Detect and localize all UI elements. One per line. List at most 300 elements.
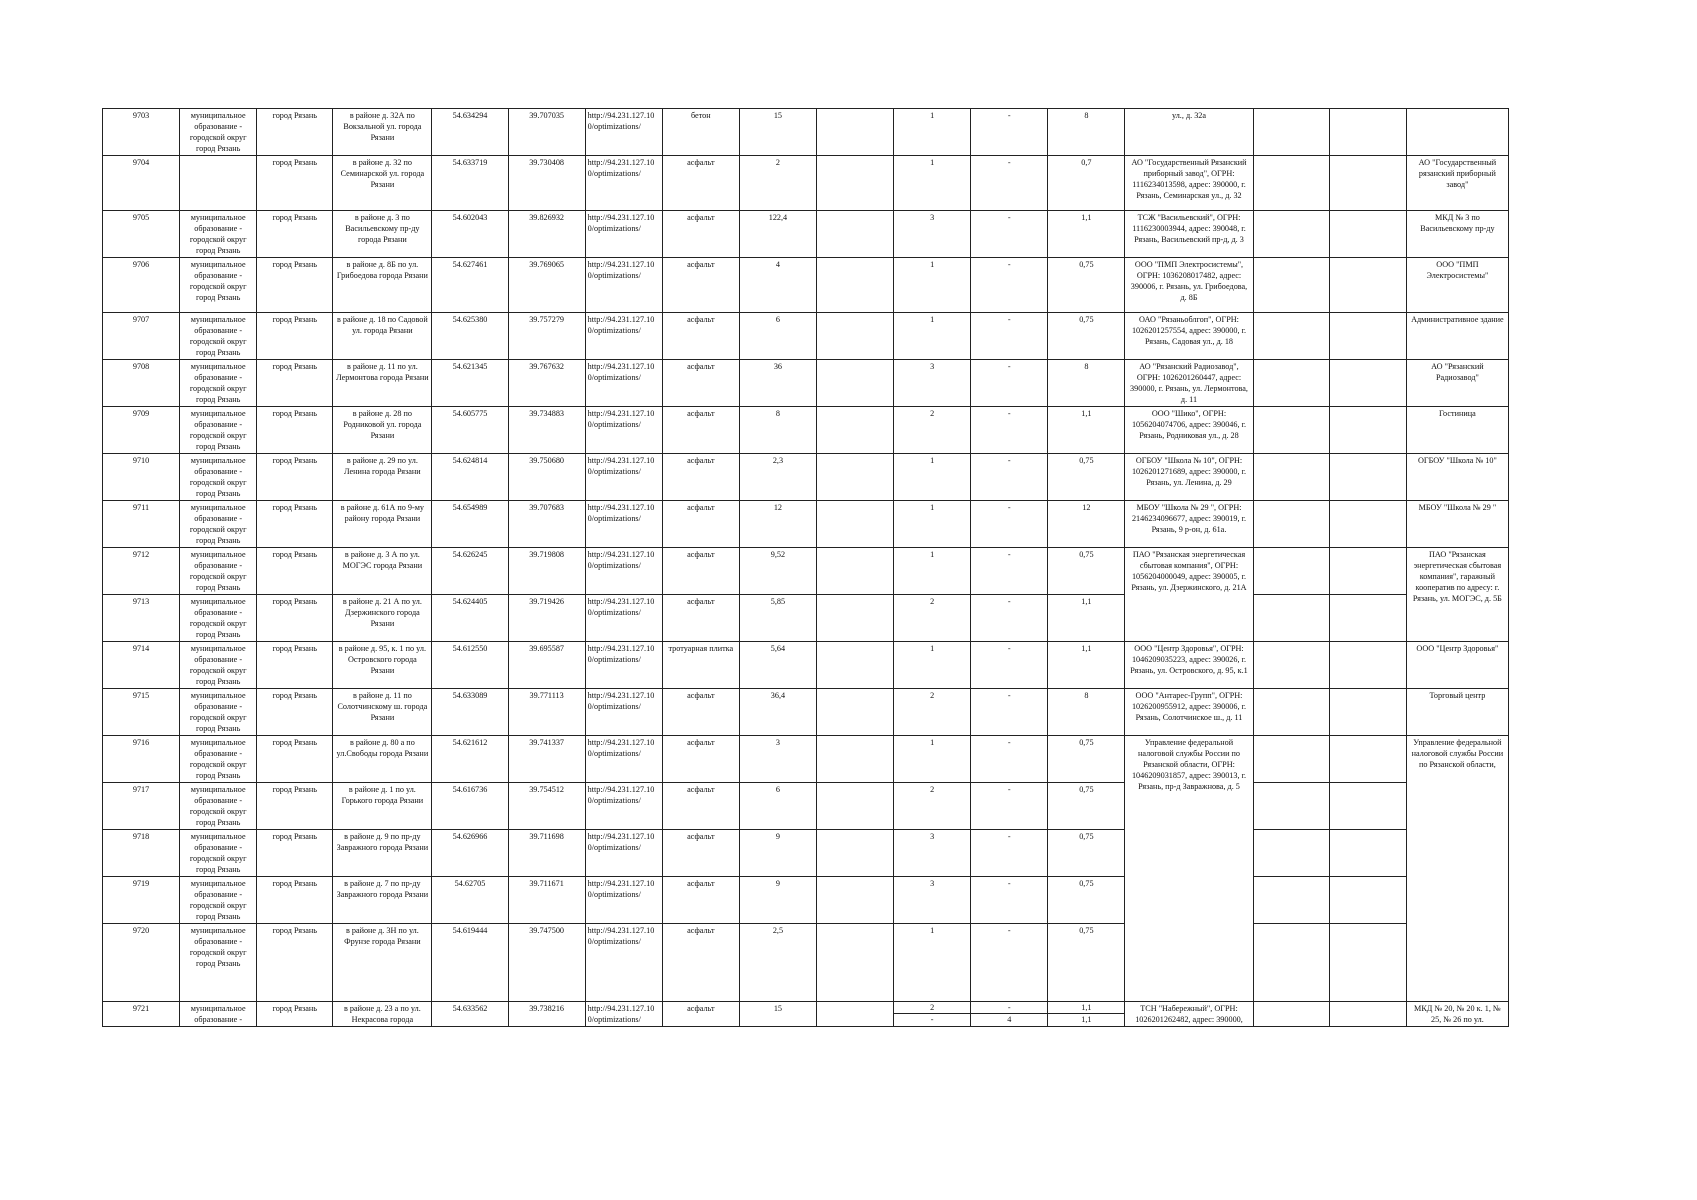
cell-col10: [816, 313, 893, 360]
table-row: [103, 407, 1509, 454]
cell-col16: [1329, 407, 1406, 454]
cell-col15: [1253, 258, 1329, 313]
cell-city: город Рязань: [257, 1002, 333, 1027]
cell-url: http://94.231.127.10 0/optimizations/: [585, 783, 662, 830]
cell-col16: [1329, 642, 1406, 689]
cell-lon: 39.738216: [508, 1002, 585, 1027]
cell-loc: в районе д. 29 по ул. Ленина города Рязани: [333, 454, 432, 501]
cell-col16: [1329, 156, 1406, 211]
cell-mo: муниципальное образование - городской округ город Рязань: [180, 211, 257, 258]
cell-col15: [1253, 689, 1329, 736]
cell-url: http://94.231.127.10 0/optimizations/: [585, 407, 662, 454]
cell-loc: в районе д. 28 по Родниковой ул. города Рязани: [333, 407, 432, 454]
cell-cover: асфальт: [662, 454, 739, 501]
cell-col16: [1329, 313, 1406, 360]
cell-lat: 54.605775: [432, 407, 508, 454]
cell-col15: [1253, 736, 1329, 783]
cell-n2: -: [971, 830, 1048, 877]
cell-src: ПАО "Рязанская энергетическая сбытовая компания", гаражный кооператив по адресу: г. Рязань, ул. МОГЭС, д. 5Б: [1406, 548, 1508, 642]
cell-owner: ООО "Центр Здоровья", ОГРН: 1046209035223, адрес: 390026, г. Рязань, ул. Островского, д. 95, к.1: [1125, 642, 1253, 689]
cell-n1: 2: [894, 595, 971, 642]
cell-area: 5,64: [739, 642, 816, 689]
cell-owner: ООО "ПМП Электросистемы", ОГРН: 1036208017482, адрес: 390006, г. Рязань, ул. Грибоедова, д. 8Б: [1125, 258, 1253, 313]
cell-vol: 1,1: [1048, 642, 1125, 689]
cell-url: http://94.231.127.10 0/optimizations/: [585, 501, 662, 548]
cell-lat: 54.627461: [432, 258, 508, 313]
cell-lat: 54.633089: [432, 689, 508, 736]
table-row: [103, 360, 1509, 407]
cell-vol: 0,75: [1048, 736, 1125, 783]
cell-owner: МБОУ "Школа № 29 ", ОГРН: 2146234096677, адрес: 390019, г. Рязань, 9 р-он, д. 61а.: [1125, 501, 1253, 548]
cell-area: 15: [739, 1002, 816, 1027]
cell-lon: 39.719426: [508, 595, 585, 642]
cell-n1: 1: [894, 642, 971, 689]
cell-n2: -: [971, 360, 1048, 407]
cell-url: http://94.231.127.10 0/optimizations/: [585, 109, 662, 156]
cell-lat: 54.625380: [432, 313, 508, 360]
cell-lat: 54.633562: [432, 1002, 508, 1027]
cell-cover: асфальт: [662, 211, 739, 258]
cell-lat: 54.624405: [432, 595, 508, 642]
cell-n2: -: [971, 548, 1048, 595]
table-row: [103, 1002, 1509, 1027]
cell-n2: -: [971, 642, 1048, 689]
cell-col15: [1253, 924, 1329, 1002]
cell-vol-first: 1,1: [1081, 1003, 1092, 1012]
cell-lon: 39.771113: [508, 689, 585, 736]
cell-city: город Рязань: [257, 407, 333, 454]
cell-col15: [1253, 454, 1329, 501]
cell-cover: бетон: [662, 109, 739, 156]
table-row: [103, 924, 1509, 1002]
cell-mo: муниципальное образование - городской округ город Рязань: [180, 360, 257, 407]
cell-loc: в районе д. 95, к. 1 по ул. Островского города Рязани: [333, 642, 432, 689]
cell-col10: [816, 454, 893, 501]
cell-loc: в районе д. 11 по ул. Лермонтова города Рязани: [333, 360, 432, 407]
cell-num: 9704: [103, 156, 180, 211]
cell-owner: АО "Государственный Рязанский приборный завод", ОГРН: 1116234013598, адрес: 390000, г. Рязань, Семинарская ул., д. 32: [1125, 156, 1253, 211]
cell-n2: -: [971, 924, 1048, 1002]
table-row: [103, 258, 1509, 313]
cell-n1: 1: [894, 924, 971, 1002]
cell-cover: асфальт: [662, 736, 739, 783]
cell-lon: 39.826932: [508, 211, 585, 258]
cell-n1: 2: [894, 407, 971, 454]
cell-col15: [1253, 1002, 1329, 1027]
table-row: [103, 736, 1509, 783]
cell-url: http://94.231.127.10 0/optimizations/: [585, 313, 662, 360]
cell-city: город Рязань: [257, 548, 333, 595]
table-row: [103, 830, 1509, 877]
cell-lon: 39.711671: [508, 877, 585, 924]
cell-url: http://94.231.127.10 0/optimizations/: [585, 924, 662, 1002]
table-row: [103, 109, 1509, 156]
cell-n2: -: [971, 454, 1048, 501]
cell-area: 3: [739, 736, 816, 783]
cell-loc: в районе д. 18 по Садовой ул. города Рязани: [333, 313, 432, 360]
cell-city: город Рязань: [257, 109, 333, 156]
cell-col10: [816, 689, 893, 736]
cell-area: 6: [739, 783, 816, 830]
cell-lon: 39.711698: [508, 830, 585, 877]
cell-mo: муниципальное образование -: [180, 1002, 257, 1027]
cell-col16: [1329, 877, 1406, 924]
cell-num: 9717: [103, 783, 180, 830]
cell-cover: асфальт: [662, 501, 739, 548]
cell-city: город Рязань: [257, 877, 333, 924]
cell-url: http://94.231.127.10 0/optimizations/: [585, 595, 662, 642]
cell-url: http://94.231.127.10 0/optimizations/: [585, 454, 662, 501]
cell-col10: [816, 407, 893, 454]
cell-area: 36: [739, 360, 816, 407]
cell-city: город Рязань: [257, 501, 333, 548]
cell-mo: муниципальное образование - городской округ город Рязань: [180, 548, 257, 595]
cell-n2: -: [971, 258, 1048, 313]
cell-num: 9709: [103, 407, 180, 454]
cell-city: город Рязань: [257, 360, 333, 407]
cell-url: http://94.231.127.10 0/optimizations/: [585, 548, 662, 595]
cell-lon: 39.707683: [508, 501, 585, 548]
cell-col16: [1329, 109, 1406, 156]
cell-vol: 0,75: [1048, 924, 1125, 1002]
cell-col10: [816, 783, 893, 830]
cell-url: http://94.231.127.10 0/optimizations/: [585, 1002, 662, 1027]
cell-col16: [1329, 548, 1406, 595]
cell-n1: 2: [894, 783, 971, 830]
cell-col10: [816, 211, 893, 258]
cell-lat: 54.634294: [432, 109, 508, 156]
cell-num: 9716: [103, 736, 180, 783]
cell-loc: в районе д. 61А по 9-му району города Рязани: [333, 501, 432, 548]
cell-city: город Рязань: [257, 156, 333, 211]
cell-cover: асфальт: [662, 689, 739, 736]
cell-src: АО "Государственный рязанский приборный завод": [1406, 156, 1508, 211]
cell-n1: 3: [894, 877, 971, 924]
cell-mo: муниципальное образование - городской округ город Рязань: [180, 407, 257, 454]
cell-lat: 54.621612: [432, 736, 508, 783]
cell-vol: 0,7: [1048, 156, 1125, 211]
cell-cover: асфальт: [662, 313, 739, 360]
cell-lon: 39.734883: [508, 407, 585, 454]
cell-num: 9719: [103, 877, 180, 924]
cell-lat: 54.654989: [432, 501, 508, 548]
cell-url: http://94.231.127.10 0/optimizations/: [585, 642, 662, 689]
cell-owner: ОАО "Рязаньоблгоп", ОГРН: 1026201257554, адрес: 390000, г. Рязань, Садовая ул., д. 18: [1125, 313, 1253, 360]
cell-n1: 2: [894, 689, 971, 736]
cell-owner: ОГБОУ "Школа № 10", ОГРН: 1026201271689, адрес: 390000, г. Рязань, ул. Ленина, д. 29: [1125, 454, 1253, 501]
cell-vol: 0,75: [1048, 313, 1125, 360]
cell-cover: асфальт: [662, 877, 739, 924]
cell-lat: 54.612550: [432, 642, 508, 689]
cell-n1: 1: [894, 501, 971, 548]
cell-area: 4: [739, 258, 816, 313]
cell-url: http://94.231.127.10 0/optimizations/: [585, 877, 662, 924]
cell-vol: 1,1: [1048, 211, 1125, 258]
cell-col10: [816, 924, 893, 1002]
cell-loc: в районе д. 80 а по ул.Свободы города Рязани: [333, 736, 432, 783]
cell-url: http://94.231.127.10 0/optimizations/: [585, 156, 662, 211]
cell-n1: 1: [894, 736, 971, 783]
cell-cover: асфальт: [662, 360, 739, 407]
cell-url: http://94.231.127.10 0/optimizations/: [585, 360, 662, 407]
cell-lon: 39.754512: [508, 783, 585, 830]
cell-mo: муниципальное образование - городской округ город Рязань: [180, 109, 257, 156]
cell-n1: 1: [894, 156, 971, 211]
cell-lat: 54.619444: [432, 924, 508, 1002]
cell-area: 36,4: [739, 689, 816, 736]
cell-col16: [1329, 689, 1406, 736]
cell-owner: ООО "Антарес-Групп", ОГРН: 1026200955912, адрес: 390006, г. Рязань, Солотчинское ш., д. 11: [1125, 689, 1253, 736]
cell-owner: ООО "Шико", ОГРН: 1056204074706, адрес: 390046, г. Рязань, Родниковая ул., д. 28: [1125, 407, 1253, 454]
cell-n2: -: [971, 156, 1048, 211]
cell-src: ООО "Центр Здоровья": [1406, 642, 1508, 689]
cell-col10: [816, 156, 893, 211]
table-row: [103, 454, 1509, 501]
cell-n2-second: 4: [971, 1013, 1047, 1025]
cell-n1: 3: [894, 211, 971, 258]
cell-loc: в районе д. 21 А по ул. Дзержинского города Рязани: [333, 595, 432, 642]
cell-n2: -: [971, 595, 1048, 642]
cell-col10: [816, 830, 893, 877]
cell-col15: [1253, 877, 1329, 924]
cell-vol-second: 1,1: [1048, 1013, 1124, 1025]
cell-n2-first: -: [1007, 1003, 1011, 1012]
cell-url: http://94.231.127.10 0/optimizations/: [585, 689, 662, 736]
cell-col15: [1253, 783, 1329, 830]
cell-n1-second: -: [894, 1013, 970, 1025]
cell-loc: в районе д. 3 А по ул. МОГЭС города Рязани: [333, 548, 432, 595]
cell-n2: -: [971, 783, 1048, 830]
cell-n1: 1: [894, 109, 971, 156]
cell-lon: 39.741337: [508, 736, 585, 783]
cell-col15: [1253, 360, 1329, 407]
cell-vol: 8: [1048, 689, 1125, 736]
cell-lon: 39.719808: [508, 548, 585, 595]
cell-lat: 54.602043: [432, 211, 508, 258]
table-row: [103, 211, 1509, 258]
cell-num: 9718: [103, 830, 180, 877]
cell-lon: 39.750680: [508, 454, 585, 501]
cell-vol: 12: [1048, 501, 1125, 548]
cell-area: 9: [739, 877, 816, 924]
cell-col10: [816, 1002, 893, 1027]
cell-loc: в районе д. 11 по Солотчинскому ш. города Рязани: [333, 689, 432, 736]
cell-area: 2,3: [739, 454, 816, 501]
cell-area: 8: [739, 407, 816, 454]
cell-col10: [816, 501, 893, 548]
cell-col16: [1329, 258, 1406, 313]
cell-lat: 54.62705: [432, 877, 508, 924]
cell-n2: -: [971, 211, 1048, 258]
cell-num: 9708: [103, 360, 180, 407]
cell-num: 9703: [103, 109, 180, 156]
table-row: [103, 689, 1509, 736]
cell-area: 6: [739, 313, 816, 360]
cell-area: 9,52: [739, 548, 816, 595]
cell-n1-first: 2: [930, 1003, 935, 1012]
cell-mo: муниципальное образование - городской округ город Рязань: [180, 783, 257, 830]
cell-mo: муниципальное образование - городской округ город Рязань: [180, 642, 257, 689]
cell-mo: муниципальное образование - городской округ город Рязань: [180, 454, 257, 501]
cell-n2: -: [971, 736, 1048, 783]
cell-col16: [1329, 1002, 1406, 1027]
cell-col15: [1253, 211, 1329, 258]
cell-col16: [1329, 924, 1406, 1002]
cell-lat: 54.624814: [432, 454, 508, 501]
cell-src: Административное здание: [1406, 313, 1508, 360]
cell-loc: в районе д. 3Н по ул. Фрунзе города Рязани: [333, 924, 432, 1002]
cell-col16: [1329, 360, 1406, 407]
cell-num: 9721: [103, 1002, 180, 1027]
cell-col16: [1329, 595, 1406, 642]
cell-city: город Рязань: [257, 736, 333, 783]
cell-col10: [816, 642, 893, 689]
cell-col16: [1329, 830, 1406, 877]
cell-owner: ТСН "Набережный", ОГРН: 1026201262482, адрес: 390000,: [1125, 1002, 1253, 1027]
cell-col15: [1253, 642, 1329, 689]
cell-col15: [1253, 156, 1329, 211]
cell-city: город Рязань: [257, 924, 333, 1002]
cell-col10: [816, 360, 893, 407]
document-page: [102, 108, 1509, 1027]
cell-area: 2,5: [739, 924, 816, 1002]
cell-url: http://94.231.127.10 0/optimizations/: [585, 211, 662, 258]
table-row: [103, 548, 1509, 595]
cell-col15: [1253, 501, 1329, 548]
cell-src: МКД № 3 по Васильевскому пр-ду: [1406, 211, 1508, 258]
cell-n2: -: [971, 109, 1048, 156]
cell-lat: 54.626245: [432, 548, 508, 595]
cell-num: 9707: [103, 313, 180, 360]
cell-n1: 3: [894, 360, 971, 407]
cell-city: город Рязань: [257, 689, 333, 736]
cell-col10: [816, 258, 893, 313]
cell-vol: 0,75: [1048, 877, 1125, 924]
cell-mo: муниципальное образование - городской округ город Рязань: [180, 313, 257, 360]
cell-n2: -: [971, 501, 1048, 548]
cell-vol: 8: [1048, 109, 1125, 156]
cell-n2: -: [971, 689, 1048, 736]
cell-mo: муниципальное образование - городской округ город Рязань: [180, 595, 257, 642]
cell-vol: 1,1: [1048, 595, 1125, 642]
cell-mo: муниципальное образование - городской округ город Рязань: [180, 830, 257, 877]
container-sites-table: [102, 108, 1509, 1027]
cell-src: Гостиница: [1406, 407, 1508, 454]
table-row: [103, 642, 1509, 689]
cell-vol: 0,75: [1048, 830, 1125, 877]
cell-col10: [816, 548, 893, 595]
cell-mo: муниципальное образование - городской округ город Рязань: [180, 877, 257, 924]
cell-num: 9715: [103, 689, 180, 736]
cell-cover: асфальт: [662, 595, 739, 642]
cell-col16: [1329, 783, 1406, 830]
table-row: [103, 501, 1509, 548]
cell-lon: 39.757279: [508, 313, 585, 360]
cell-n2: [971, 1002, 1048, 1027]
cell-cover: асфальт: [662, 407, 739, 454]
cell-lon: 39.747500: [508, 924, 585, 1002]
cell-num: 9706: [103, 258, 180, 313]
cell-area: 15: [739, 109, 816, 156]
cell-area: 5,85: [739, 595, 816, 642]
cell-src: Управление федеральной налоговой службы России по Рязанской области,: [1406, 736, 1508, 1002]
cell-n1: 1: [894, 548, 971, 595]
cell-n1: [894, 1002, 971, 1027]
cell-lon: 39.730408: [508, 156, 585, 211]
cell-lat: 54.633719: [432, 156, 508, 211]
cell-area: 9: [739, 830, 816, 877]
cell-lon: 39.767632: [508, 360, 585, 407]
cell-cover: асфальт: [662, 783, 739, 830]
cell-n1: 3: [894, 830, 971, 877]
cell-city: город Рязань: [257, 783, 333, 830]
cell-vol: 8: [1048, 360, 1125, 407]
cell-vol: 0,75: [1048, 783, 1125, 830]
cell-url: http://94.231.127.10 0/optimizations/: [585, 258, 662, 313]
cell-n1: 1: [894, 454, 971, 501]
cell-num: 9711: [103, 501, 180, 548]
cell-col16: [1329, 211, 1406, 258]
cell-mo: муниципальное образование - городской округ город Рязань: [180, 501, 257, 548]
cell-vol: 0,75: [1048, 548, 1125, 595]
cell-loc: в районе д. 7 по пр-ду Завражного города Рязани: [333, 877, 432, 924]
cell-loc: в районе д. 32 по Семинарской ул. города Рязани: [333, 156, 432, 211]
cell-col15: [1253, 830, 1329, 877]
cell-cover: асфальт: [662, 258, 739, 313]
cell-col15: [1253, 109, 1329, 156]
cell-city: город Рязань: [257, 642, 333, 689]
table-row: [103, 313, 1509, 360]
cell-loc: в районе д. 3 по Васильевскому пр-ду города Рязани: [333, 211, 432, 258]
cell-url: http://94.231.127.10 0/optimizations/: [585, 736, 662, 783]
cell-num: 9720: [103, 924, 180, 1002]
cell-owner: ТСЖ "Васильевский", ОГРН: 1116230003944, адрес: 390048, г. Рязань, Васильевский пр-д, д. 3: [1125, 211, 1253, 258]
cell-cover: асфальт: [662, 830, 739, 877]
cell-num: 9712: [103, 548, 180, 595]
table-row: [103, 156, 1509, 211]
cell-owner: Управление федеральной налоговой службы России по Рязанской области, ОГРН: 1046209031857, адрес: 390013, г. Рязань, пр-д Завражнова, д. 5: [1125, 736, 1253, 1002]
cell-cover: асфальт: [662, 924, 739, 1002]
cell-col10: [816, 877, 893, 924]
cell-n1: 1: [894, 258, 971, 313]
cell-src: МКД № 20, № 20 к. 1, № 25, № 26 по ул.: [1406, 1002, 1508, 1027]
cell-col15: [1253, 313, 1329, 360]
cell-n2: -: [971, 407, 1048, 454]
cell-lon: 39.695587: [508, 642, 585, 689]
cell-lat: 54.616736: [432, 783, 508, 830]
cell-n2: -: [971, 313, 1048, 360]
cell-loc: в районе д. 9 по пр-ду Завражного города Рязани: [333, 830, 432, 877]
cell-cover: асфальт: [662, 1002, 739, 1027]
cell-cover: тротуарная плитка: [662, 642, 739, 689]
cell-vol: [1048, 1002, 1125, 1027]
cell-loc: в районе д. 32А по Вокзальной ул. города Рязани: [333, 109, 432, 156]
cell-mo: [180, 156, 257, 211]
cell-cover: асфальт: [662, 156, 739, 211]
cell-mo: муниципальное образование - городской округ город Рязань: [180, 689, 257, 736]
cell-src: ОГБОУ "Школа № 10": [1406, 454, 1508, 501]
cell-lon: 39.769065: [508, 258, 585, 313]
cell-url: http://94.231.127.10 0/optimizations/: [585, 830, 662, 877]
cell-col16: [1329, 736, 1406, 783]
cell-owner: ПАО "Рязанская энергетическая сбытовая компания", ОГРН: 1056204000049, адрес: 390005, г. Рязань, ул. Дзержинского, д. 21А: [1125, 548, 1253, 642]
cell-lon: 39.707035: [508, 109, 585, 156]
cell-city: город Рязань: [257, 454, 333, 501]
cell-col16: [1329, 454, 1406, 501]
cell-vol: 0,75: [1048, 454, 1125, 501]
cell-src: АО "Рязанский Радиозавод": [1406, 360, 1508, 407]
cell-lat: 54.621345: [432, 360, 508, 407]
